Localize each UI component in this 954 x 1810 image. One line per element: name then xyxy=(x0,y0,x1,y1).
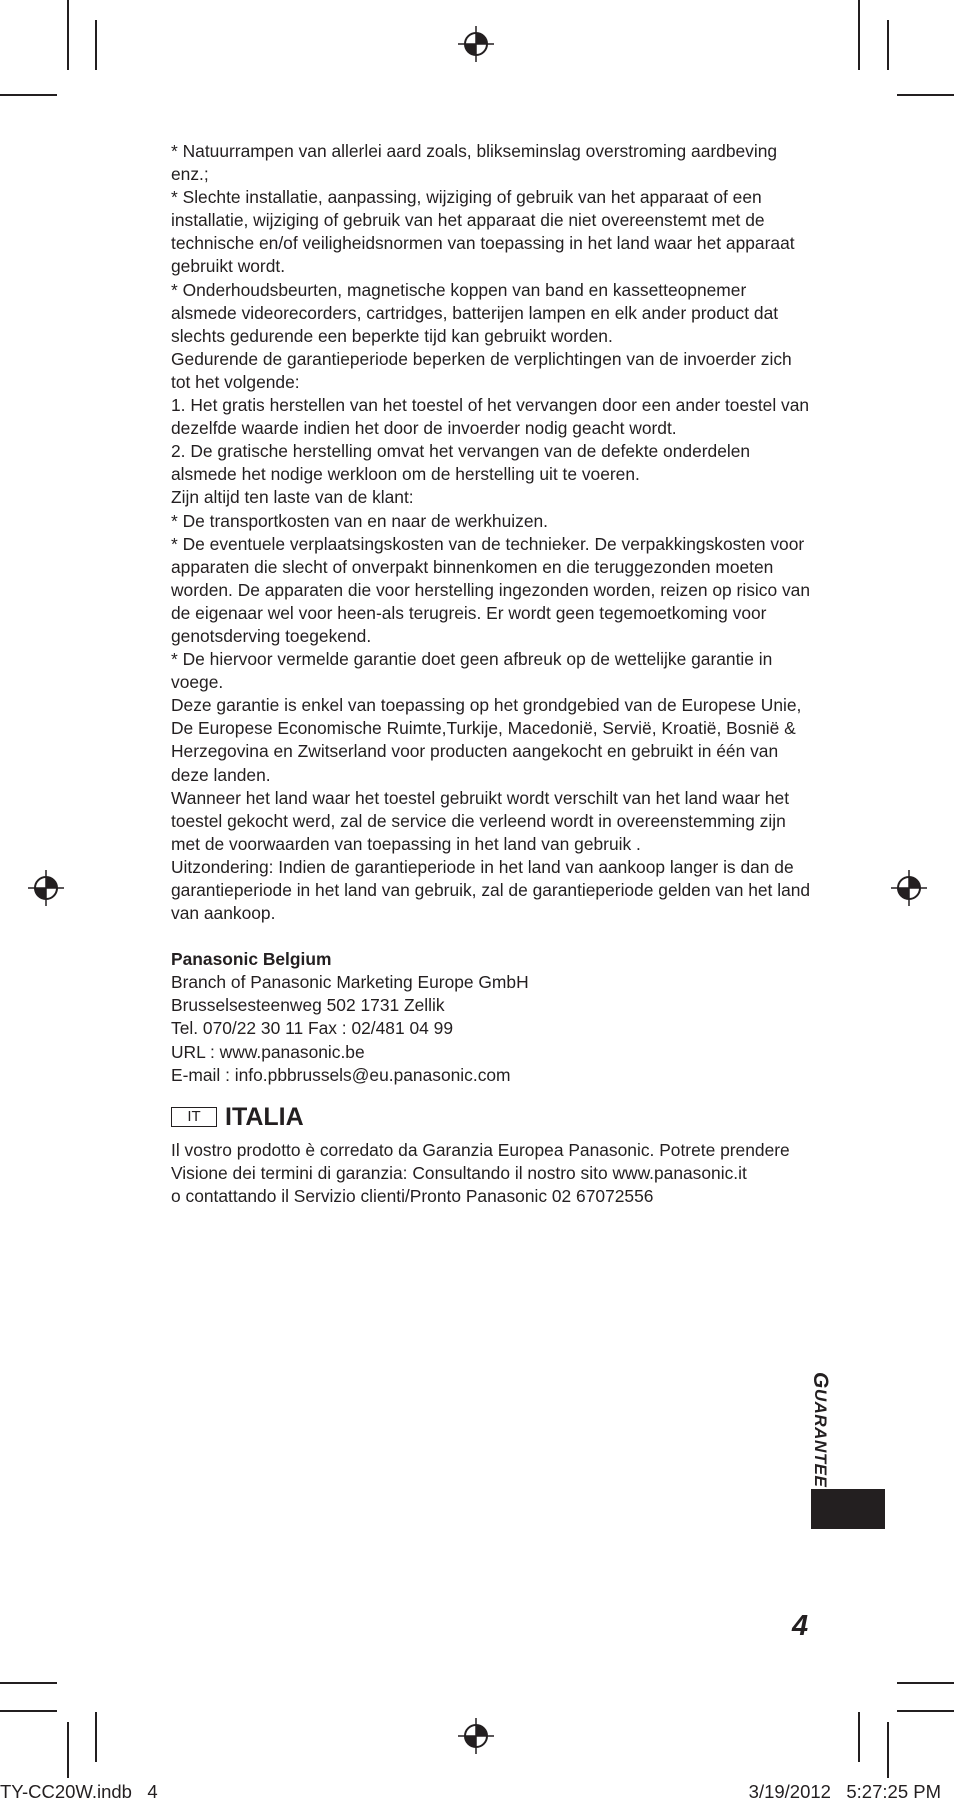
crop-mark xyxy=(887,20,889,70)
crop-mark xyxy=(897,94,954,96)
body-paragraph: 2. De gratische herstelling omvat het vervangen van de defekte onderdelen alsmede het nodige werkloon om de herstelling uit te voeren. xyxy=(171,441,751,485)
body-paragraph: o contattando il Servizio clienti/Pronto Panasonic 02 67072556 xyxy=(171,1185,654,1206)
body-paragraph: Visione dei termini di garanzia: Consultando il nostro sito www.panasonic.it xyxy=(171,1162,747,1183)
crop-mark xyxy=(0,94,57,96)
crop-mark xyxy=(95,20,97,70)
phone-line: Tel. 070/22 30 11 Fax : 02/481 04 99 xyxy=(171,1018,454,1039)
address-line: Branch of Panasonic Marketing Europe GmbH xyxy=(171,972,529,993)
url-line: URL : www.panasonic.be xyxy=(171,1041,365,1062)
body-paragraph: * De transportkosten van en naar de werkhuizen. xyxy=(171,510,549,531)
crop-mark xyxy=(858,1712,860,1762)
footer-timestamp: 3/19/2012 5:27:25 PM xyxy=(748,1781,941,1802)
body-paragraph: * De eventuele verplaatsingskosten van de technieker. De verpakkingskosten voor apparaten die slecht of onverpakt binnenkomen en die teruggezonden moeten worden. De apparaten die voor herstelling ingezonden worden, reizen op risico van de eigenaar wel voor heen-als terugreis. Er wordt geen tegemoetkoming voor genotsderving toegekend. xyxy=(171,533,811,646)
body-paragraph: Il vostro prodotto è corredato da Garanzia Europea Panasonic. Potrete prendere xyxy=(171,1139,790,1160)
registration-mark-icon xyxy=(28,870,64,906)
body-paragraph: Uitzondering: Indien de garantieperiode in het land van aankoop langer is dan de garantieperiode in het land van gebruik, zal de garantieperiode gelden van het land van aankoop. xyxy=(171,856,811,924)
body-paragraph: Gedurende de garantieperiode beperken de verplichtingen van de invoerder zich tot het volgende: xyxy=(171,348,792,392)
crop-mark xyxy=(95,1712,97,1762)
body-paragraph: * Slechte installatie, aanpassing, wijziging of gebruik van het apparaat of een installatie, wijziging of gebruik van het apparaat die niet overeenstemt met de technische en/of veiligheidsnormen van toepassing in het land waar het apparaat gebruikt wordt. xyxy=(171,187,795,277)
crop-mark xyxy=(858,0,860,70)
crop-mark xyxy=(0,1682,57,1684)
email-line: E-mail : info.pbbrussels@eu.panasonic.com xyxy=(171,1064,511,1085)
body-paragraph: Zijn altijd ten laste van de klant: xyxy=(171,487,414,508)
section-tab-marker xyxy=(811,1489,885,1529)
registration-mark-icon xyxy=(891,870,927,906)
address-line: Brusselsesteenweg 502 1731 Zellik xyxy=(171,995,445,1016)
country-code-badge: IT xyxy=(171,1107,217,1127)
crop-mark xyxy=(897,1682,954,1684)
footer-file-name: TY-CC20W.indb 4 xyxy=(0,1781,158,1802)
section-tab-guarantee: GUARANTEE xyxy=(809,1372,832,1488)
section-heading-italia xyxy=(171,1103,811,1131)
crop-mark xyxy=(887,1722,889,1778)
body-paragraph: Deze garantie is enkel van toepassing op het grondgebied van de Europese Unie, De Europese Economische Ruimte,Turkije, Macedonië, Servië, Kroatië, Bosnië & Herzegovina en Zwitserland voor producten aangekocht en gebruikt in één van deze landen. xyxy=(171,695,802,785)
document-body xyxy=(171,140,811,1208)
section-title: ITALIA xyxy=(225,1102,304,1131)
registration-mark-icon xyxy=(458,26,494,62)
body-paragraph: * Onderhoudsbeurten, magnetische koppen van band en kassetteopnemer alsmede videorecorders, cartridges, batterijen lampen en elk ander product dat slechts gedurende een beperkte tijd kan gebruikt worden. xyxy=(171,279,779,346)
company-name: Panasonic Belgium xyxy=(171,949,332,970)
body-paragraph: * De hiervoor vermelde garantie doet geen afbreuk op de wettelijke garantie in voege. xyxy=(171,649,773,693)
body-paragraph: * Natuurrampen van allerlei aard zoals, blikseminslag overstroming aardbeving enz.; xyxy=(171,141,778,185)
registration-mark-icon xyxy=(458,1718,494,1754)
crop-mark xyxy=(67,0,69,70)
crop-mark xyxy=(67,1722,69,1778)
body-paragraph: 1. Het gratis herstellen van het toestel of het vervangen door een ander toestel van dezelfde waarde indien het door de invoerder nodig geacht wordt. xyxy=(171,395,810,439)
crop-mark xyxy=(0,1710,57,1712)
page-number: 4 xyxy=(792,1610,809,1642)
crop-mark xyxy=(897,1710,954,1712)
body-paragraph: Wanneer het land waar het toestel gebruikt wordt verschilt van het land waar het toestel gekocht werd, zal de service die verleend wordt in overeenstemming zijn met de voorwaarden van toepassing in het land van gebruik . xyxy=(171,787,790,854)
